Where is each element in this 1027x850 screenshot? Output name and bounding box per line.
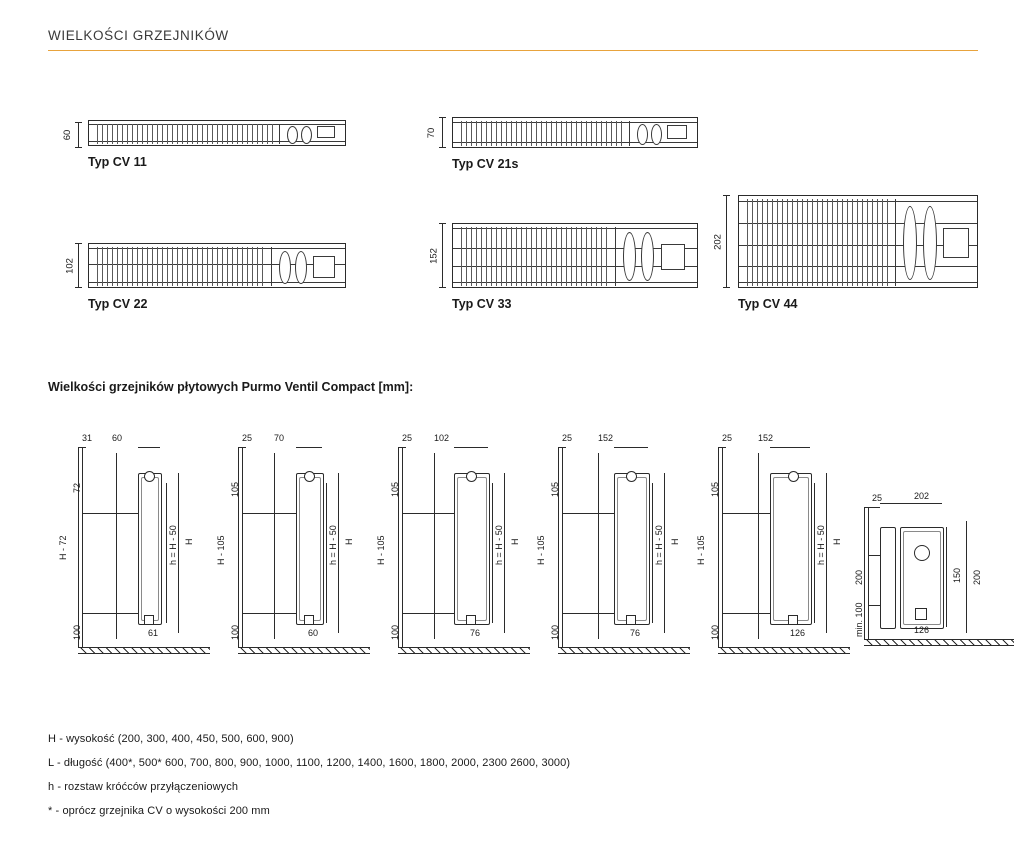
connection-point (914, 545, 930, 561)
dim-wall-gap: 25 (562, 433, 573, 443)
depth-value-cv21s: 70 (425, 127, 437, 138)
dim-upper: 105 (550, 481, 560, 497)
dim-bottom: 100 (390, 624, 400, 640)
depth-value-cv44: 202 (712, 233, 724, 250)
dim-h-symbol: H (832, 538, 842, 545)
dim-bottom-width: 76 (630, 628, 641, 638)
page-title: WIELKOŚCI GRZEJNIKÓW (48, 28, 229, 43)
diagram-cv22 (64, 243, 346, 311)
dim-bottom-width: 60 (308, 628, 319, 638)
sideview-cv44-detail (840, 485, 1027, 685)
connection-point (466, 471, 477, 482)
dim-h-symbol: H (344, 538, 354, 545)
sideview-cv33 (528, 425, 688, 675)
footer-notes (48, 733, 948, 829)
caption-cv11: Typ CV 11 (88, 155, 147, 169)
valve-point (915, 608, 927, 620)
dim-h-symbol: H (184, 538, 194, 545)
dim-depth-44: 202 (914, 491, 930, 501)
connection-point (144, 471, 155, 482)
depth-value-cv11: 60 (61, 129, 73, 141)
radiator-panel-front (880, 527, 896, 629)
dim-depth: 102 (434, 433, 450, 443)
sideview-cv22 (368, 425, 528, 675)
diagram-cv44 (712, 195, 978, 311)
note-spacing: h - rozstaw króćców przyłączeniowych (48, 781, 239, 793)
radiator-section-cv22 (88, 243, 346, 288)
dim-bottom: 100 (230, 624, 240, 640)
connection-point (626, 471, 637, 482)
section-title-sizes: Wielkości grzejników płytowych Purmo Ventil Compact [mm]: (48, 380, 414, 394)
dim-bottom-width: 126 (790, 628, 806, 638)
dim-wall-gap: 25 (722, 433, 733, 443)
diagram-cv33 (428, 223, 698, 311)
note-length: L - długość (400*, 500* 600, 700, 800, 900, 1000, 1100, 1200, 1400, 1600, 1800, 2000, 2300 2600, 3000) (48, 757, 571, 769)
caption-cv33: Typ CV 33 (452, 297, 512, 311)
radiator-body (296, 473, 324, 625)
header-divider (48, 50, 978, 51)
dim-upper: 105 (710, 481, 720, 497)
radiator-body (454, 473, 490, 625)
valve-point (788, 615, 798, 625)
dim-h-left: H - 105 (536, 535, 546, 565)
valve-point (144, 615, 154, 625)
radiator-body (614, 473, 650, 625)
dim-wall-gap-44: 25 (872, 493, 883, 503)
connection-point (304, 471, 315, 482)
dim-h-left: H - 105 (696, 535, 706, 565)
radiator-body (138, 473, 162, 625)
dim-wall-gap: 25 (242, 433, 253, 443)
dim-h-left: H - 105 (376, 535, 386, 565)
dim-upper: 72 (72, 482, 82, 493)
dim-bottom-width: 76 (470, 628, 481, 638)
depth-value-cv33: 152 (428, 247, 440, 264)
note-exception: * - oprócz grzejnika CV o wysokości 200 mm (48, 805, 270, 817)
valve-point (304, 615, 314, 625)
dim-depth: 152 (598, 433, 614, 443)
dim-depth: 70 (274, 433, 285, 443)
caption-cv44: Typ CV 44 (738, 297, 798, 311)
dim-height-44: 200 (854, 569, 864, 585)
sideview-cv11 (48, 425, 208, 675)
dim-bottom-width: 61 (148, 628, 159, 638)
dim-h-left: H - 105 (216, 535, 226, 565)
dim-inner-right-44: 150 (952, 567, 962, 583)
dim-h-left: H - 72 (58, 535, 68, 560)
depth-value-cv22: 102 (64, 257, 76, 274)
dim-wall-gap: 31 (82, 433, 93, 443)
dim-depth: 152 (758, 433, 774, 443)
valve-point (626, 615, 636, 625)
note-height: H - wysokość (200, 300, 400, 450, 500, 600, 900) (48, 733, 294, 745)
radiator-section-cv21s (452, 117, 698, 148)
dim-h-right: h = H - 50 (654, 525, 664, 565)
dim-bottom: 100 (710, 624, 720, 640)
diagram-cv21s (425, 117, 698, 171)
dim-h-symbol: H (510, 538, 520, 545)
dim-wall-gap: 25 (402, 433, 413, 443)
cross-section-diagrams (0, 95, 1027, 355)
radiator-section-cv33 (452, 223, 698, 288)
dim-h-symbol: H (670, 538, 680, 545)
dim-bottom: 100 (550, 624, 560, 640)
dim-h-right: h = H - 50 (168, 525, 178, 565)
dim-outer-right-44: 200 (972, 569, 982, 585)
caption-cv22: Typ CV 22 (88, 297, 148, 311)
page-header (48, 28, 978, 43)
dim-bottom-width-44: 126 (914, 625, 930, 635)
valve-point (466, 615, 476, 625)
dim-h-right: h = H - 50 (816, 525, 826, 565)
dim-min-44: min. 100 (854, 602, 864, 637)
side-view-diagrams (0, 425, 1027, 680)
dim-depth: 60 (112, 433, 123, 443)
connection-point (788, 471, 799, 482)
dim-h-right: h = H - 50 (494, 525, 504, 565)
dim-bottom: 100 (72, 624, 82, 640)
dim-upper: 105 (390, 481, 400, 497)
diagram-cv11 (61, 120, 346, 169)
radiator-section-cv11 (88, 120, 346, 146)
dim-upper: 105 (230, 481, 240, 497)
radiator-section-cv44 (738, 195, 978, 288)
sideview-cv33b (688, 425, 848, 675)
dim-h-right: h = H - 50 (328, 525, 338, 565)
caption-cv21s: Typ CV 21s (452, 157, 519, 171)
radiator-body (770, 473, 812, 625)
sideview-cv21s (208, 425, 368, 675)
